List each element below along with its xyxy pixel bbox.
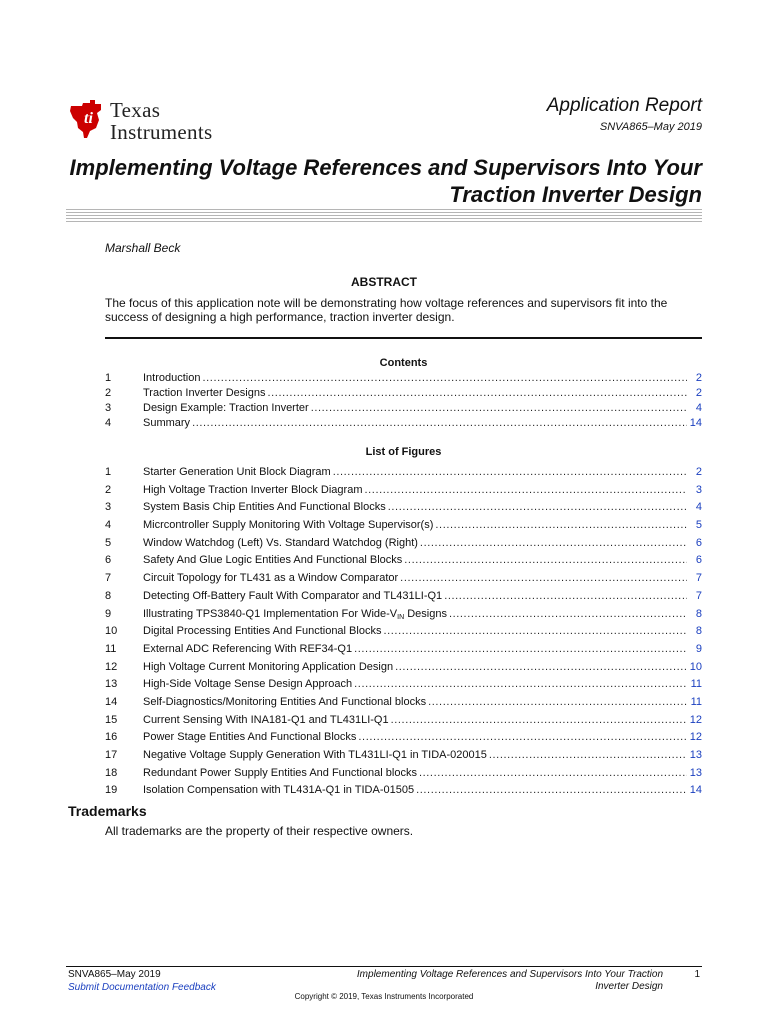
leader-dots: [192, 416, 687, 431]
figure-number: 17: [105, 749, 118, 761]
leader-dots: [311, 401, 687, 416]
figure-number: 10: [105, 625, 118, 638]
figure-page-link[interactable]: 12: [689, 731, 702, 744]
figure-item[interactable]: [105, 765, 702, 783]
figure-title: Power Stage Entities And Functional Blocks: [143, 731, 357, 744]
figures-heading: List of Figures: [365, 446, 442, 458]
figure-title: Window Watchdog (Left) Vs. Standard Watchdog (Right): [143, 536, 418, 549]
logo-line-1: Texas: [110, 98, 161, 122]
figure-item[interactable]: [105, 499, 702, 517]
figure-title-suffix: Designs: [404, 607, 447, 620]
toc-item-number: 3: [105, 402, 112, 414]
figure-item[interactable]: [105, 694, 702, 712]
figure-page-link[interactable]: 10: [689, 660, 702, 673]
leader-dots: [358, 729, 686, 747]
leader-dots: [383, 623, 687, 641]
leader-dots: [489, 747, 687, 765]
figure-page-link[interactable]: 14: [689, 784, 702, 797]
abstract-text: The focus of this application note will be demonstrating how voltage references and supervisors fit into the success of designing a high performance, traction inverter design.: [105, 296, 668, 324]
toc-item-title: Traction Inverter Designs: [143, 387, 266, 399]
figure-title: Negative Voltage Supply Generation With TL431LI-Q1 in TIDA-020015: [143, 749, 487, 761]
figure-item[interactable]: [105, 747, 702, 765]
figure-page-link[interactable]: 4: [695, 501, 702, 514]
figure-page-link[interactable]: 6: [695, 554, 702, 567]
submit-feedback-link[interactable]: Submit Documentation Feedback: [68, 982, 216, 993]
figure-item[interactable]: [105, 623, 702, 641]
copyright: Copyright © 2019, Texas Instruments Incorporated: [294, 992, 474, 1001]
figure-page-link[interactable]: 13: [689, 749, 702, 761]
figure-title: Starter Generation Unit Block Diagram: [143, 466, 331, 478]
figure-item[interactable]: [105, 552, 702, 570]
trademarks-text: All trademarks are the property of their respective owners.: [105, 824, 414, 838]
figure-title: High Voltage Current Monitoring Application Design: [143, 660, 394, 673]
figure-item[interactable]: [105, 712, 702, 730]
figure-number: 16: [105, 731, 118, 744]
trademarks-heading: Trademarks: [68, 803, 147, 819]
abstract-heading: ABSTRACT: [351, 275, 417, 289]
figure-item[interactable]: [105, 535, 702, 553]
figure-item[interactable]: [105, 729, 702, 747]
figure-title: Digital Processing Entities And Functional Blocks: [143, 625, 382, 638]
toc-item[interactable]: [105, 386, 702, 401]
report-type: Application Report: [546, 95, 702, 116]
footer-title: Implementing Voltage References and Supervisors Into Your Traction Inverter Design: [356, 969, 663, 992]
figure-page-link[interactable]: 9: [695, 642, 702, 655]
subscript-text: IN: [397, 613, 405, 621]
figure-item[interactable]: [105, 782, 702, 800]
toc-item-title: Design Example: Traction Inverter: [143, 402, 309, 414]
figure-page-link[interactable]: 7: [695, 572, 702, 585]
figure-number: 19: [105, 784, 118, 797]
figure-page-link[interactable]: 11: [690, 695, 702, 708]
figure-item[interactable]: [105, 517, 702, 535]
figure-page-link[interactable]: 8: [695, 607, 702, 620]
leader-dots: [388, 499, 687, 517]
leader-dots: [202, 371, 687, 386]
figure-page-link[interactable]: 8: [695, 625, 702, 638]
figure-title: High Voltage Traction Inverter Block Diagram: [143, 483, 363, 496]
title-divider: [66, 209, 702, 223]
leader-dots: [435, 517, 687, 535]
toc-page-link[interactable]: 4: [695, 402, 702, 414]
ti-logo[interactable]: [68, 98, 212, 143]
figure-number: 3: [105, 501, 112, 514]
logo-wordmark: [110, 100, 212, 143]
figure-number: 8: [105, 589, 112, 602]
toc-item[interactable]: [105, 371, 702, 386]
contents-list: [105, 371, 702, 431]
figure-title: System Basis Chip Entities And Functional Blocks: [143, 501, 386, 514]
contents-heading: Contents: [379, 357, 428, 369]
figure-title: Current Sensing With INA181-Q1 and TL431LI-Q1: [143, 713, 389, 726]
logo-line-2: Instruments: [110, 120, 213, 144]
figure-title-text: Illustrating TPS3840-Q1 Implementation For Wide-V: [143, 607, 398, 620]
toc-item-number: 2: [105, 387, 112, 399]
figure-page-link[interactable]: 3: [695, 483, 702, 496]
figure-title: Circuit Topology for TL431 as a Window Comparator: [143, 572, 399, 585]
leader-dots: [395, 659, 687, 677]
toc-page-link[interactable]: 2: [695, 387, 702, 399]
figure-number: 4: [105, 519, 112, 532]
figure-item[interactable]: [105, 606, 702, 624]
figure-page-link[interactable]: 7: [695, 589, 702, 602]
figure-number: 7: [105, 572, 112, 585]
figure-title: Safety And Glue Logic Entities And Functional Blocks: [143, 554, 403, 567]
leader-dots: [419, 765, 687, 783]
figure-number: 12: [105, 660, 118, 673]
figure-page-link[interactable]: 5: [695, 519, 702, 532]
toc-page-link[interactable]: 2: [695, 372, 702, 384]
figure-number: 18: [105, 766, 118, 779]
figure-item[interactable]: [105, 676, 702, 694]
leader-dots: [444, 588, 687, 606]
document-id: SNVA865–May 2019: [599, 121, 702, 133]
toc-item[interactable]: [105, 401, 702, 416]
figure-title: Redundant Power Supply Entities And Functional blocks: [143, 766, 417, 779]
figure-item[interactable]: [105, 588, 702, 606]
leader-dots: [391, 712, 687, 730]
ti-logo-icon: [68, 98, 104, 140]
figure-number: 1: [105, 466, 112, 478]
figure-number: 15: [105, 713, 118, 726]
figure-title: Self-Diagnostics/Monitoring Entities And Functional blocks: [143, 695, 427, 708]
figure-page-link[interactable]: 12: [689, 713, 702, 726]
leader-dots: [354, 641, 687, 659]
figure-title: Isolation Compensation with TL431A-Q1 in TIDA-01505: [143, 784, 415, 797]
figure-item[interactable]: [105, 659, 702, 677]
figure-page-link[interactable]: 13: [689, 766, 702, 779]
footer-divider: [66, 966, 702, 967]
leader-dots: [404, 552, 687, 570]
page-number: 1: [694, 969, 700, 980]
page-title: Implementing Voltage References and Supervisors Into Your Traction Inverter Design: [69, 155, 702, 207]
toc-item-number: 1: [105, 372, 112, 384]
figure-number: 11: [105, 642, 117, 655]
svg-text:ti: ti: [84, 110, 93, 127]
leader-dots: [416, 782, 687, 800]
toc-item-title: Introduction: [143, 372, 201, 384]
figure-title: Detecting Off-Battery Fault With Comparator and TL431LI-Q1: [143, 589, 443, 602]
contents-divider: [105, 337, 702, 339]
leader-dots: [354, 676, 687, 694]
toc-item[interactable]: [105, 416, 702, 431]
figure-title: High-Side Voltage Sense Design Approach: [143, 678, 353, 691]
leader-dots: [267, 386, 687, 401]
figure-title: External ADC Referencing With REF34-Q1: [143, 642, 353, 655]
figure-item[interactable]: [105, 464, 702, 482]
figure-number: 9: [105, 607, 112, 620]
figure-number: 13: [105, 678, 118, 691]
figure-number: 6: [105, 554, 112, 567]
toc-page-link[interactable]: 14: [689, 417, 702, 429]
figure-number: 2: [105, 483, 112, 496]
figure-number: 5: [105, 536, 112, 549]
figures-list: [105, 464, 702, 800]
figure-title: [143, 606, 449, 624]
leader-dots: [428, 694, 687, 712]
author: Marshall Beck: [105, 241, 181, 255]
leader-dots: [400, 570, 687, 588]
figure-item[interactable]: [105, 570, 702, 588]
footer-document-id: SNVA865–May 2019: [68, 969, 161, 980]
figure-page-link[interactable]: 2: [695, 466, 702, 478]
leader-dots: [420, 535, 687, 553]
figure-item[interactable]: [105, 482, 702, 500]
toc-item-title: Summary: [143, 417, 191, 429]
toc-item-number: 4: [105, 417, 112, 429]
figure-title: Micrcontroller Supply Monitoring With Voltage Supervisor(s): [143, 519, 434, 532]
figure-page-link[interactable]: 11: [690, 678, 702, 691]
figure-item[interactable]: [105, 641, 702, 659]
leader-dots: [333, 464, 687, 482]
leader-dots: [449, 606, 687, 624]
leader-dots: [365, 482, 688, 500]
figure-page-link[interactable]: 6: [695, 536, 702, 549]
figure-number: 14: [105, 695, 118, 708]
